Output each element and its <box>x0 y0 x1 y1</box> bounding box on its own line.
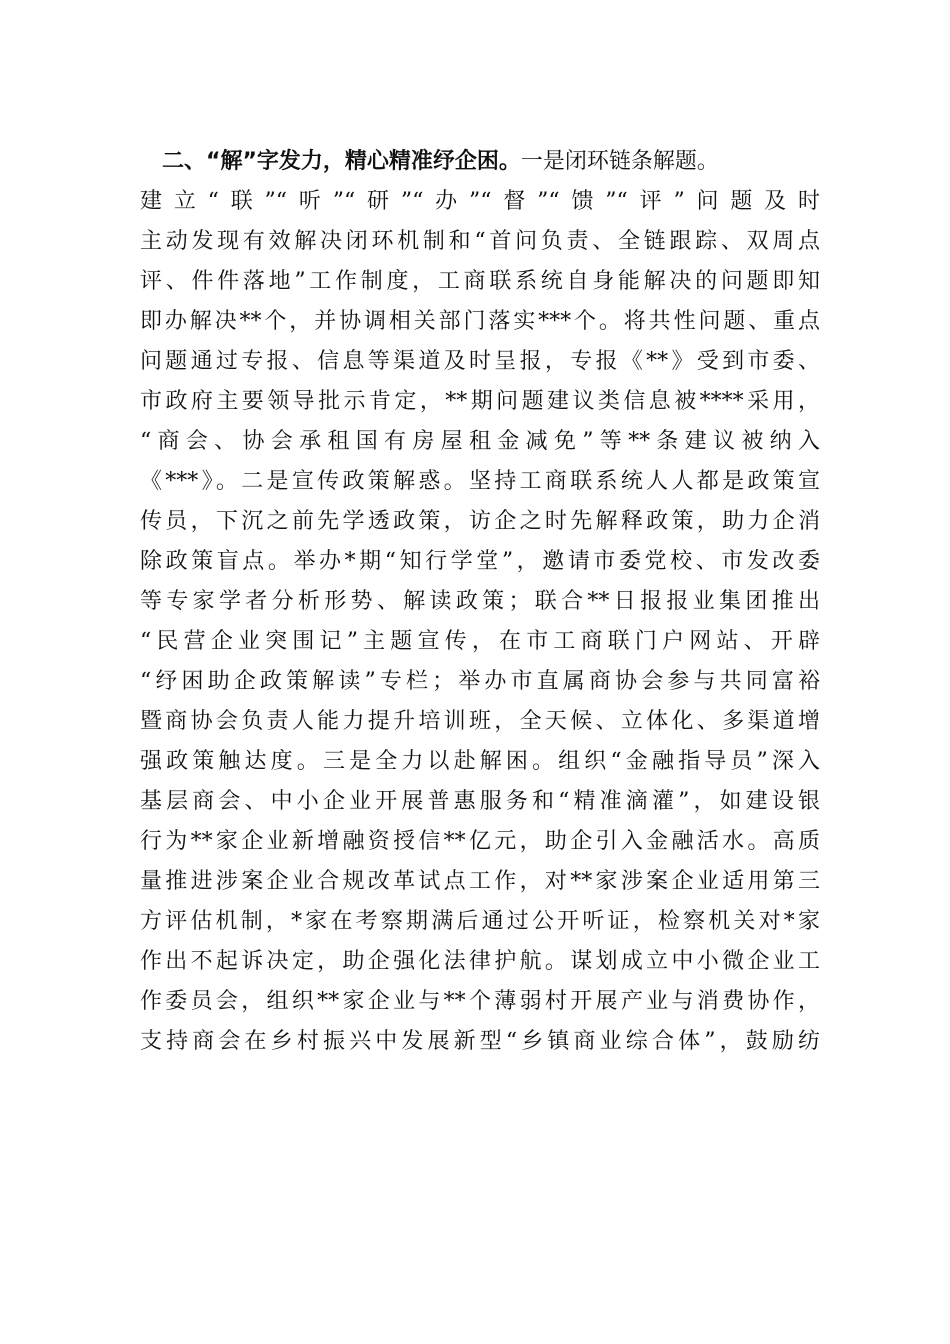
text-line: 等专家学者分析形势、解读政策；联合**日报报业集团推出 <box>140 589 820 614</box>
text-line: 除政策盲点。举办*期“知行学堂”，邀请市委党校、市发改委 <box>140 549 820 574</box>
text-line: 问题通过专报、信息等渠道及时呈报，专报《**》受到市委、 <box>140 349 820 374</box>
section-heading: 二、“解”字发力，精心精准纾企困。 <box>162 149 521 174</box>
text-line: 方评估机制，*家在考察期满后通过公开听证，检察机关对*家 <box>140 909 820 934</box>
text-line: “民营企业突围记”主题宣传，在市工商联门户网站、开辟 <box>140 629 820 654</box>
text-line: 量推进涉案企业合规改革试点工作，对**家涉案企业适用第三 <box>140 869 820 894</box>
text-line-content: 一是闭环链条解题。 <box>520 149 719 174</box>
body-paragraph <box>140 142 820 1062</box>
text-line <box>140 142 820 182</box>
text-line: 作委员会，组织**家企业与**个薄弱村开展产业与消费协作， <box>140 989 820 1014</box>
text-line: 作出不起诉决定，助企强化法律护航。谋划成立中小微企业工 <box>140 949 820 974</box>
text-line: 基层商会、中小企业开展普惠服务和“精准滴灌”，如建设银 <box>140 789 820 814</box>
text-line: 强政策触达度。三是全力以赴解困。组织“金融指导员”深入 <box>140 749 820 774</box>
text-line: 主动发现有效解决闭环机制和“首问负责、全链跟踪、双周点 <box>140 229 820 254</box>
text-line: 《***》。二是宣传政策解惑。坚持工商联系统人人都是政策宣 <box>140 469 820 494</box>
text-line: 暨商协会负责人能力提升培训班，全天候、立体化、多渠道增 <box>140 709 820 734</box>
text-line: 支持商会在乡村振兴中发展新型“乡镇商业综合体”，鼓励纺 <box>140 1029 820 1054</box>
text-line: 建立“联”“听”“研”“办”“督”“馈”“评”问题及时 <box>140 189 820 214</box>
text-line: 即办解决**个，并协调相关部门落实***个。将共性问题、重点 <box>140 309 820 334</box>
text-line: 评、件件落地”工作制度，工商联系统自身能解决的问题即知 <box>140 269 820 294</box>
text-line: “纾困助企政策解读”专栏；举办市直属商协会参与共同富裕 <box>140 669 820 694</box>
text-line: “商会、协会承租国有房屋租金减免”等**条建议被纳入 <box>140 429 820 454</box>
text-line: 传员，下沉之前先学透政策，访企之时先解释政策，助力企消 <box>140 509 820 534</box>
text-line: 行为**家企业新增融资授信**亿元，助企引入金融活水。高质 <box>140 829 820 854</box>
text-line: 市政府主要领导批示肯定，**期问题建议类信息被****采用， <box>140 389 820 414</box>
